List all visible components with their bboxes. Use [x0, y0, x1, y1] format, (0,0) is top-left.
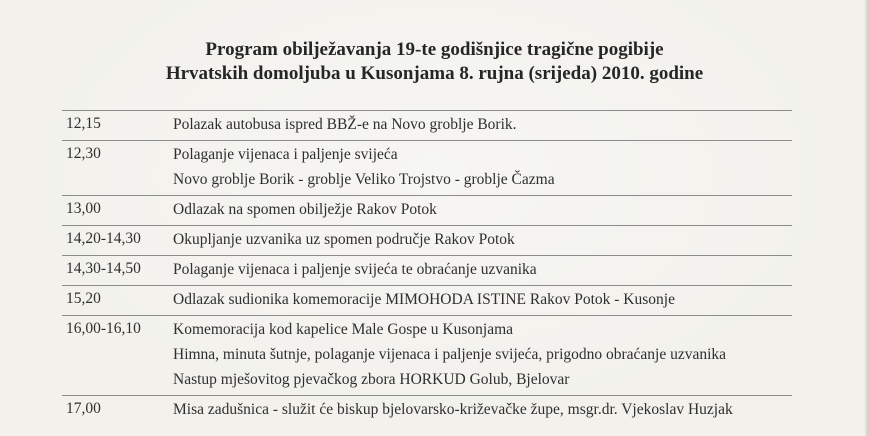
schedule-time: 17,00 — [66, 400, 101, 417]
schedule-description — [173, 200, 792, 225]
schedule-line: Misa zadušnica - služit će biskup bjelovarsko-križevačke župe, msgr.dr. Vjekoslav Huzjak — [173, 401, 733, 418]
schedule-time: 14,30-14,50 — [66, 260, 141, 277]
schedule-table — [62, 110, 792, 425]
schedule-row — [62, 255, 792, 285]
schedule-description — [173, 145, 792, 195]
schedule-line: Polaganje vijenaca i paljenje svijeća te obraćanje uzvanika — [173, 261, 537, 278]
program-title — [0, 38, 869, 86]
schedule-line: Okupljanje uzvanika uz spomen područje Rakov Potok — [173, 231, 515, 248]
schedule-time: 14,20-14,30 — [66, 230, 141, 247]
schedule-time: 15,20 — [66, 290, 101, 307]
schedule-row — [62, 110, 792, 140]
schedule-description — [173, 290, 792, 315]
schedule-row — [62, 195, 792, 225]
schedule-description — [173, 400, 792, 425]
schedule-description — [173, 260, 792, 285]
schedule-line: Himna, minuta šutnje, polaganje vijenaca i paljenje svijeća, prigodno obraćanje uzvanika — [173, 346, 727, 363]
schedule-row — [62, 285, 792, 315]
schedule-line: Odlazak sudionika komemoracije MIMOHODA ISTINE Rakov Potok - Kusonje — [173, 291, 675, 308]
schedule-description — [173, 115, 792, 140]
schedule-row — [62, 140, 792, 195]
schedule-description — [173, 320, 792, 395]
schedule-row — [62, 315, 792, 395]
schedule-line: Odlazak na spomen obilježje Rakov Potok — [173, 201, 437, 218]
schedule-time: 16,00-16,10 — [66, 320, 141, 337]
schedule-time: 13,00 — [66, 200, 101, 217]
schedule-description — [173, 230, 792, 255]
schedule-line: Polazak autobusa ispred BBŽ-e na Novo groblje Borik. — [173, 116, 517, 133]
schedule-row — [62, 395, 792, 425]
schedule-time: 12,30 — [66, 145, 101, 162]
schedule-line: Nastup mješovitog pjevačkog zbora HORKUD Golub, Bjelovar — [173, 371, 570, 388]
schedule-row — [62, 225, 792, 255]
title-line-2: Hrvatskih domoljuba u Kusonjama 8. rujna (srijeda) 2010. godine — [165, 63, 704, 84]
schedule-time: 12,15 — [66, 115, 101, 132]
schedule-line: Novo groblje Borik - groblje Veliko Trojstvo - groblje Čazma — [173, 171, 555, 188]
title-line-1: Program obilježavanja 19-te godišnjice tragične pogibije — [205, 39, 664, 60]
schedule-line: Komemoracija kod kapelice Male Gospe u Kusonjama — [173, 321, 514, 338]
schedule-line: Polaganje vijenaca i paljenje svijeća — [173, 146, 398, 163]
